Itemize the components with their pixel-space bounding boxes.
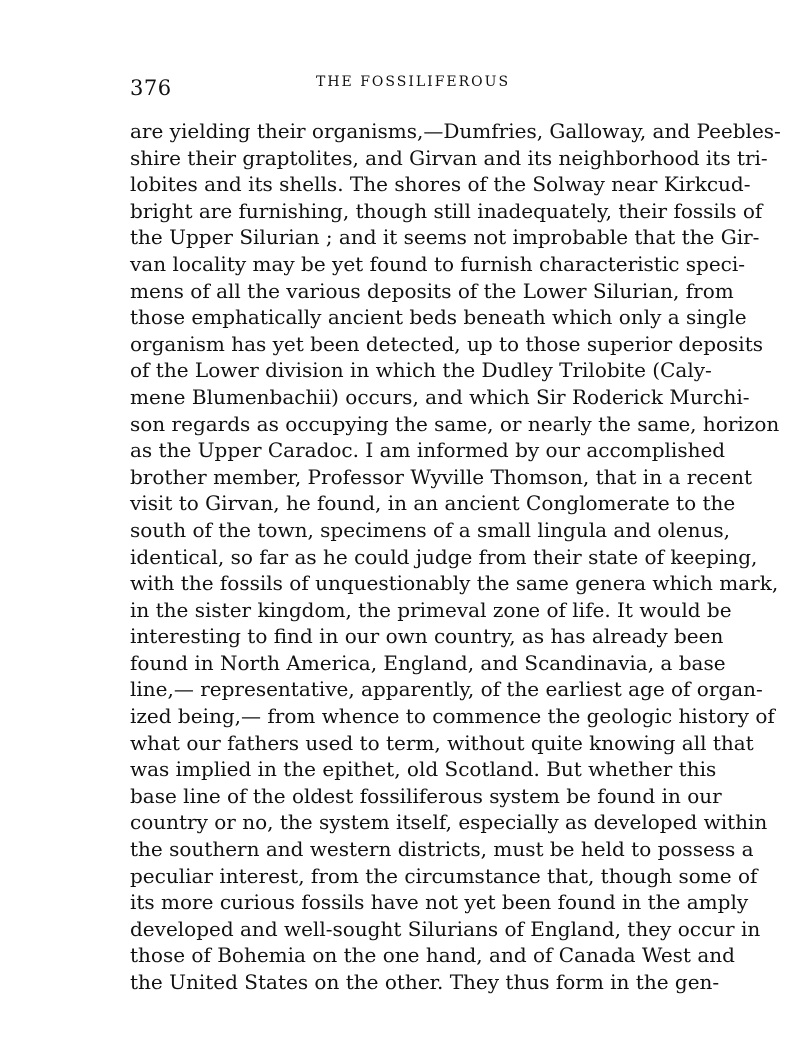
text-line: with the fossils of unquestionably the same genera which mark, (130, 571, 779, 596)
text-line: as the Upper Caradoc. I am informed by our accomplished (130, 438, 726, 463)
text-line: bright are furnishing, though still inadequately, their fossils of (130, 198, 763, 223)
text-line: country or no, the system itself, especially as developed within (130, 810, 768, 835)
text-line: line,— representative, apparently, of the earliest age of organ- (130, 677, 763, 702)
text-line: lobites and its shells. The shores of the Solway near Kirkcud- (130, 172, 751, 197)
text-line: identical, so far as he could judge from their state of keeping, (130, 544, 758, 569)
text-line: mene Blumenbachii) occurs, and which Sir Roderick Murchi- (130, 384, 750, 409)
text-line: base line of the oldest fossiliferous system be found in our (130, 783, 722, 808)
text-line: in the sister kingdom, the primeval zone of life. It would be (130, 597, 732, 622)
text-line: the southern and western districts, must be held to possess a (130, 837, 754, 862)
text-line: brother member, Professor Wyville Thomson, that in a recent (130, 464, 753, 489)
body-text (130, 118, 781, 996)
text-line: organism has yet been detected, up to those superior deposits (130, 331, 763, 356)
text-line: of the Lower division in which the Dudley Trilobite (Caly- (130, 358, 712, 383)
text-line: south of the town, specimens of a small lingula and olenus, (130, 517, 731, 542)
text-line: shire their graptolites, and Girvan and its neighborhood its tri- (130, 145, 768, 170)
running-title: THE FOSSILIFEROUS (316, 74, 511, 90)
text-line: mens of all the various deposits of the Lower Silurian, from (130, 278, 734, 303)
text-line: visit to Girvan, he found, in an ancient Conglomerate to the (130, 491, 736, 516)
text-line: found in North America, England, and Scandinavia, a base (130, 650, 726, 675)
text-line: those of Bohemia on the one hand, and of Canada West and (130, 943, 735, 968)
running-head (130, 72, 690, 102)
text-line: what our fathers used to term, without quite knowing all that (130, 730, 754, 755)
text-line: are yielding their organisms,—Dumfries, Galloway, and Peebles- (130, 119, 781, 143)
text-line: was implied in the epithet, old Scotland. But whether this (130, 757, 717, 782)
text-line: van locality may be yet found to furnish characteristic speci- (130, 251, 746, 276)
text-line: the Upper Silurian ; and it seems not improbable that the Gir- (130, 225, 760, 250)
text-line: interesting to find in our own country, as has already been (130, 624, 724, 649)
text-line: its more curious fossils have not yet been found in the amply (130, 890, 749, 915)
text-line: the United States on the other. They thus form in the gen- (130, 970, 720, 994)
text-line: those emphatically ancient beds beneath which only a single (130, 305, 747, 330)
text-line: son regards as occupying the same, or nearly the same, horizon (130, 411, 780, 436)
text-line: peculiar interest, from the circumstance that, though some of (130, 863, 758, 888)
text-line: developed and well-sought Silurians of England, they occur in (130, 916, 761, 941)
text-line: ized being,— from whence to commence the geologic history of (130, 704, 775, 729)
page-number: 376 (130, 76, 172, 100)
